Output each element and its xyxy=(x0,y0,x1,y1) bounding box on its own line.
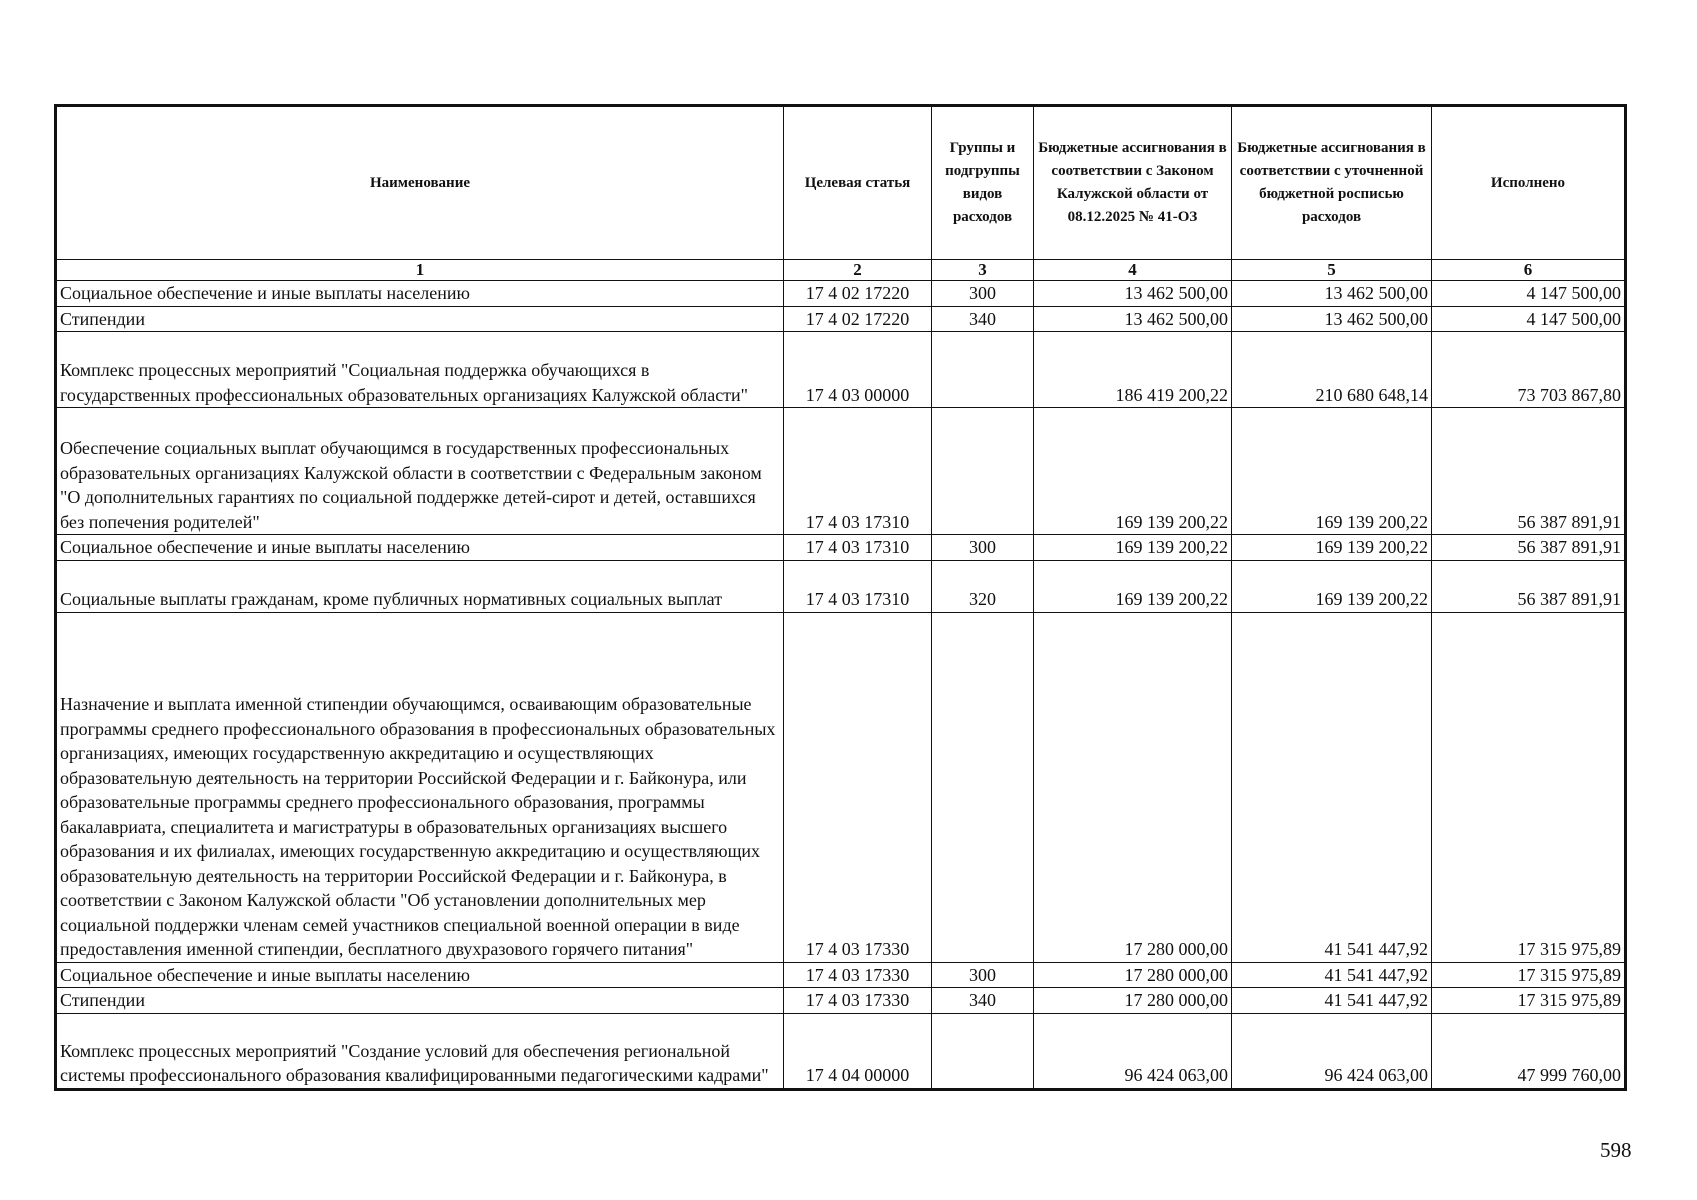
row-name: Стипендии xyxy=(56,306,784,332)
table-row xyxy=(56,988,1626,1014)
row-plan-amount: 41 541 447,92 xyxy=(1232,612,1432,962)
row-name: Стипендии xyxy=(56,988,784,1014)
table-row xyxy=(56,560,1626,612)
row-name: Обеспечение социальных выплат обучающимся в государственных профессиональных образовательных организациях Калужской области в соответствии с Федеральным законом "О дополнительных гарантиях по социальной поддержке детей-сирот и детей, оставшихся без попечения родителей" xyxy=(56,408,784,535)
row-executed-amount: 56 387 891,91 xyxy=(1432,535,1626,561)
page-number: 598 xyxy=(1600,1138,1632,1162)
row-target-article: 17 4 03 17310 xyxy=(784,560,932,612)
row-target-article: 17 4 03 00000 xyxy=(784,332,932,408)
budget-table xyxy=(54,104,1627,1091)
row-law-amount: 169 139 200,22 xyxy=(1034,535,1232,561)
row-name: Социальные выплаты гражданам, кроме публичных нормативных социальных выплат xyxy=(56,560,784,612)
header-law-allocations: Бюджетные ассигнования в соответствии с Законом Калужской области от 08.12.2025 № 41-ОЗ xyxy=(1034,106,1232,260)
header-row xyxy=(56,106,1626,260)
row-name: Комплекс процессных мероприятий "Создание условий для обеспечения региональной системы профессионального образования квалифицированными педагогическими кадрами" xyxy=(56,1013,784,1089)
row-plan-amount: 41 541 447,92 xyxy=(1232,962,1432,988)
row-executed-amount: 4 147 500,00 xyxy=(1432,281,1626,307)
table-row xyxy=(56,1013,1626,1089)
table-row xyxy=(56,332,1626,408)
row-plan-amount: 96 424 063,00 xyxy=(1232,1013,1432,1089)
column-number: 2 xyxy=(784,260,932,281)
row-executed-amount: 56 387 891,91 xyxy=(1432,560,1626,612)
row-executed-amount: 47 999 760,00 xyxy=(1432,1013,1626,1089)
row-target-article: 17 4 03 17310 xyxy=(784,535,932,561)
row-executed-amount: 17 315 975,89 xyxy=(1432,962,1626,988)
row-expense-group: 300 xyxy=(932,281,1034,307)
row-name: Социальное обеспечение и иные выплаты населению xyxy=(56,281,784,307)
table-row xyxy=(56,612,1626,962)
row-executed-amount: 73 703 867,80 xyxy=(1432,332,1626,408)
column-number: 3 xyxy=(932,260,1034,281)
table-row xyxy=(56,306,1626,332)
column-number: 6 xyxy=(1432,260,1626,281)
row-name: Комплекс процессных мероприятий "Социальная поддержка обучающихся в государственных профессиональных образовательных организациях Калужской области" xyxy=(56,332,784,408)
row-law-amount: 13 462 500,00 xyxy=(1034,281,1232,307)
column-number: 5 xyxy=(1232,260,1432,281)
row-expense-group xyxy=(932,408,1034,535)
row-target-article: 17 4 03 17310 xyxy=(784,408,932,535)
row-executed-amount: 17 315 975,89 xyxy=(1432,612,1626,962)
row-expense-group: 300 xyxy=(932,962,1034,988)
row-law-amount: 96 424 063,00 xyxy=(1034,1013,1232,1089)
row-target-article: 17 4 03 17330 xyxy=(784,988,932,1014)
column-number: 4 xyxy=(1034,260,1232,281)
row-executed-amount: 17 315 975,89 xyxy=(1432,988,1626,1014)
row-expense-group: 320 xyxy=(932,560,1034,612)
row-target-article: 17 4 03 17330 xyxy=(784,612,932,962)
row-name: Социальное обеспечение и иные выплаты населению xyxy=(56,535,784,561)
row-plan-amount: 13 462 500,00 xyxy=(1232,281,1432,307)
column-number: 1 xyxy=(56,260,784,281)
row-law-amount: 186 419 200,22 xyxy=(1034,332,1232,408)
row-law-amount: 169 139 200,22 xyxy=(1034,560,1232,612)
table-row xyxy=(56,281,1626,307)
header-name: Наименование xyxy=(56,106,784,260)
row-target-article: 17 4 04 00000 xyxy=(784,1013,932,1089)
table-row xyxy=(56,962,1626,988)
row-expense-group: 340 xyxy=(932,306,1034,332)
row-law-amount: 17 280 000,00 xyxy=(1034,962,1232,988)
row-name: Социальное обеспечение и иные выплаты населению xyxy=(56,962,784,988)
row-law-amount: 169 139 200,22 xyxy=(1034,408,1232,535)
row-law-amount: 13 462 500,00 xyxy=(1034,306,1232,332)
row-plan-amount: 169 139 200,22 xyxy=(1232,560,1432,612)
row-plan-amount: 13 462 500,00 xyxy=(1232,306,1432,332)
row-plan-amount: 41 541 447,92 xyxy=(1232,988,1432,1014)
row-law-amount: 17 280 000,00 xyxy=(1034,612,1232,962)
row-target-article: 17 4 02 17220 xyxy=(784,281,932,307)
row-executed-amount: 56 387 891,91 xyxy=(1432,408,1626,535)
row-expense-group: 300 xyxy=(932,535,1034,561)
table-row xyxy=(56,408,1626,535)
row-expense-group xyxy=(932,332,1034,408)
row-expense-group xyxy=(932,612,1034,962)
row-expense-group xyxy=(932,1013,1034,1089)
header-executed: Исполнено xyxy=(1432,106,1626,260)
column-number-row xyxy=(56,260,1626,281)
header-expense-groups: Группы и подгруппы видов расходов xyxy=(932,106,1034,260)
row-executed-amount: 4 147 500,00 xyxy=(1432,306,1626,332)
row-plan-amount: 169 139 200,22 xyxy=(1232,408,1432,535)
header-target-article: Целевая статья xyxy=(784,106,932,260)
row-law-amount: 17 280 000,00 xyxy=(1034,988,1232,1014)
row-name: Назначение и выплата именной стипендии обучающимся, осваивающим образовательные программы среднего профессионального образования в профессиональных образовательных организациях, имеющих государственную аккредитацию и осуществляющих образовательную деятельность на территории Российской Федерации и г. Байконура, или образовательные программы среднего профессионального образования, программы бакалавриата, специалитета и магистратуры в образовательных организациях высшего образования и их филиалах, имеющих государственную аккредитацию и осуществляющих образовательную деятельность на территории Российской Федерации и г. Байконура, в соответствии с Законом Калужской области "Об установлении дополнительных мер социальной поддержки членам семей участников специальной военной операции в виде предоставления именной стипендии, бесплатного двухразового горячего питания" xyxy=(56,612,784,962)
row-plan-amount: 169 139 200,22 xyxy=(1232,535,1432,561)
row-target-article: 17 4 03 17330 xyxy=(784,962,932,988)
table-row xyxy=(56,535,1626,561)
header-plan-allocations: Бюджетные ассигнования в соответствии с уточненной бюджетной росписью расходов xyxy=(1232,106,1432,260)
row-target-article: 17 4 02 17220 xyxy=(784,306,932,332)
row-expense-group: 340 xyxy=(932,988,1034,1014)
row-plan-amount: 210 680 648,14 xyxy=(1232,332,1432,408)
